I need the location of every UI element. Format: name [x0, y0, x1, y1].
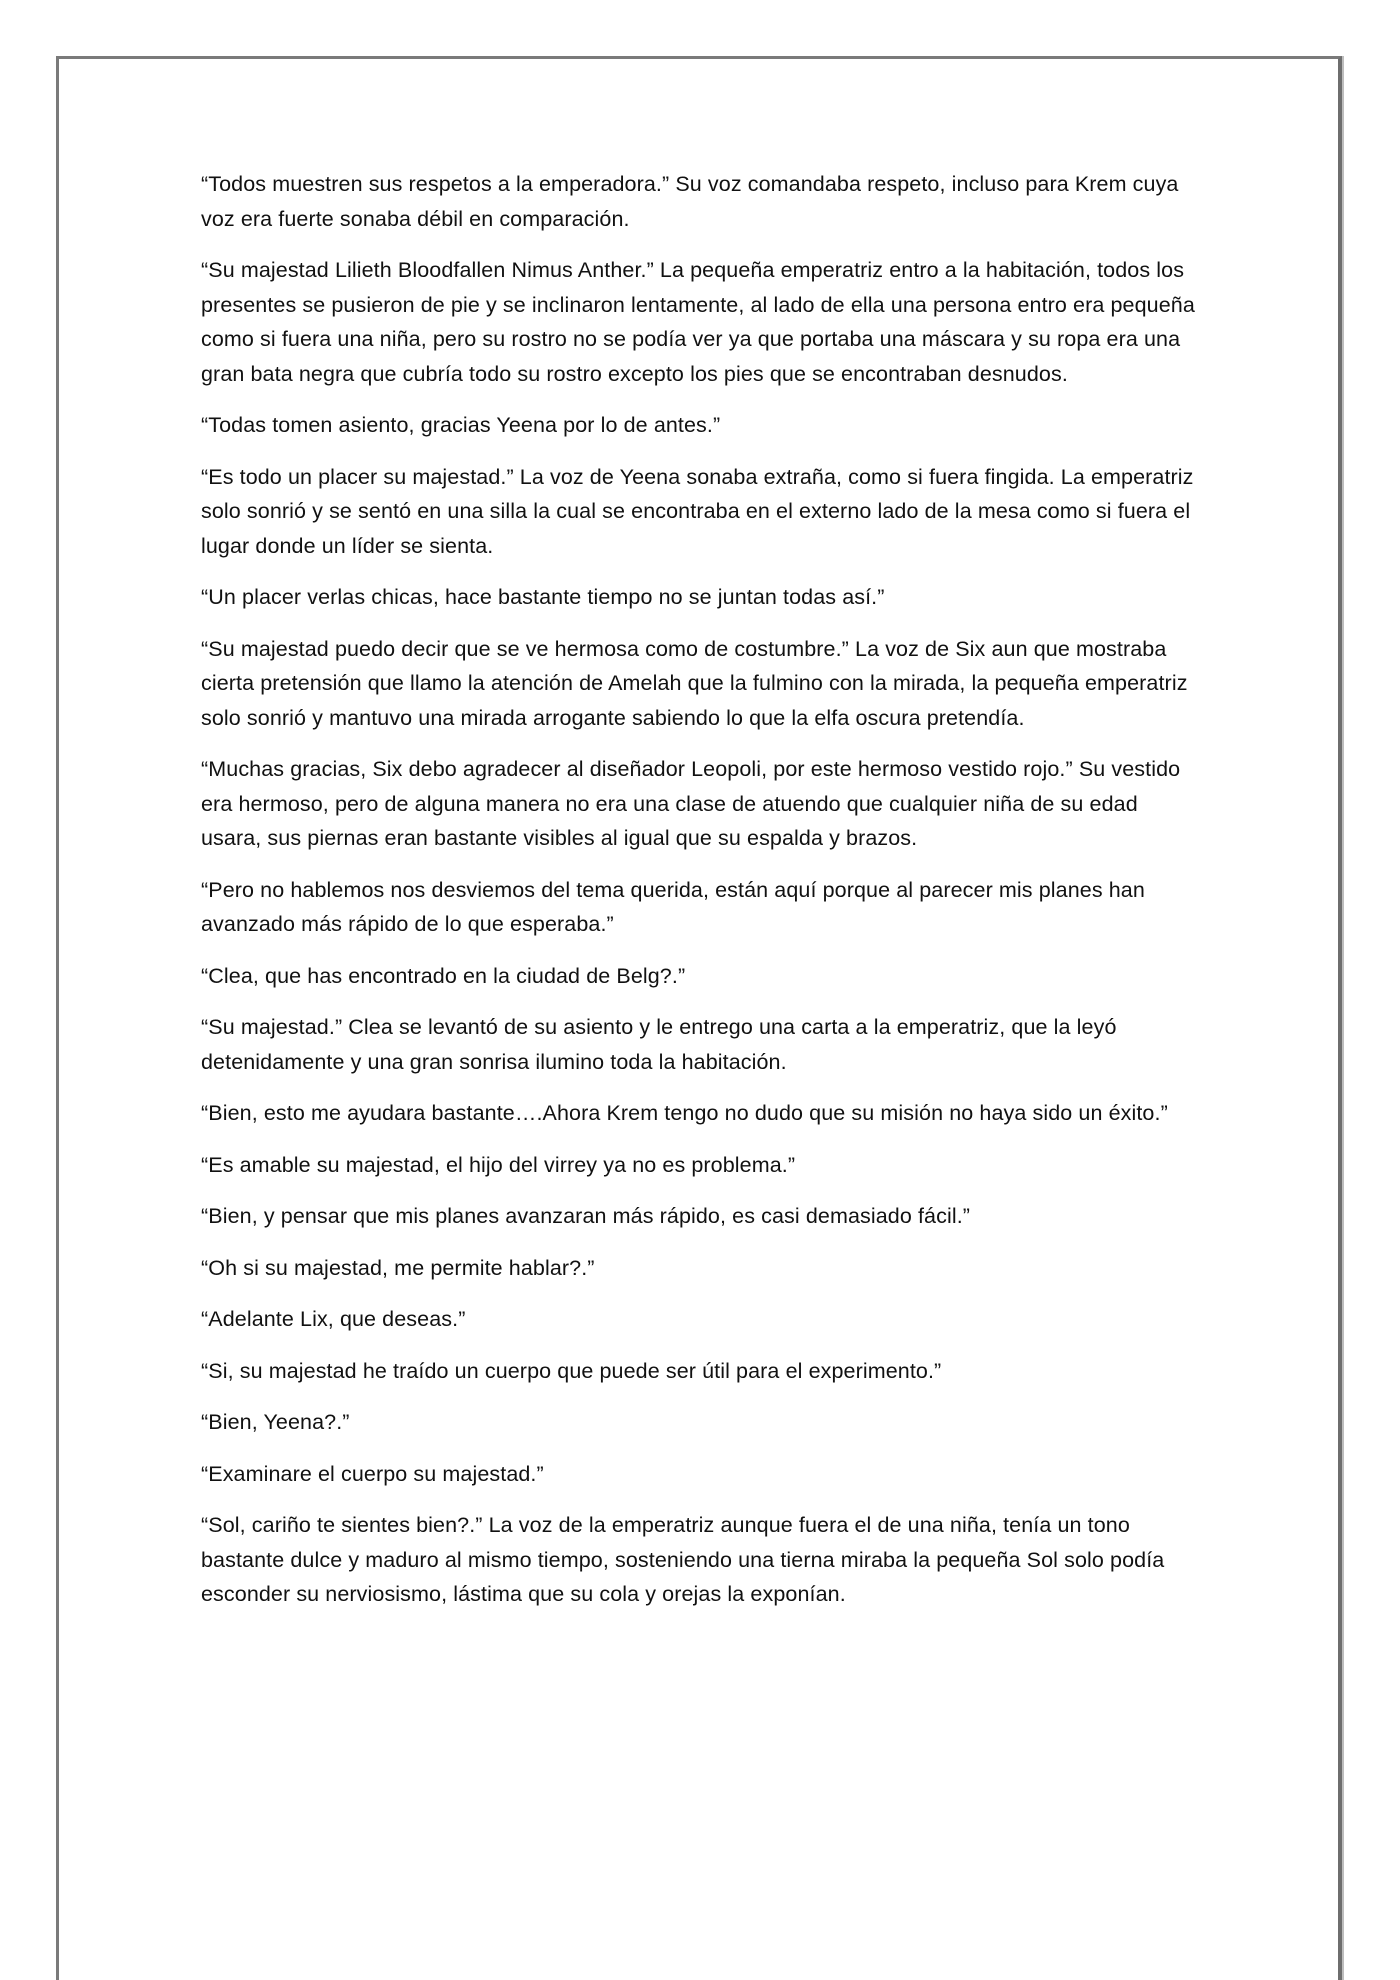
paragraph: “Todos muestren sus respetos a la emperadora.” Su voz comandaba respeto, incluso para Krem cuya voz era fuerte sonaba débil en comparación. — [201, 172, 1179, 231]
paragraph: “Bien, Yeena?.” — [201, 1410, 350, 1434]
paragraph: “Su majestad Lilieth Bloodfallen Nimus Anther.” La pequeña emperatriz entro a la habitación, todos los presentes se pusieron de pie y se inclinaron lentamente, al lado de ella una persona entro era pequeña como si fuera una niña, pero su rostro no se podía ver ya que portaba una máscara y su ropa era una gran bata negra que cubría todo su rostro excepto los pies que se encontraban desnudos. — [201, 258, 1195, 386]
paragraph: “Un placer verlas chicas, hace bastante tiempo no se juntan todas así.” — [201, 585, 885, 609]
paragraph: “Bien, esto me ayudara bastante….Ahora Krem tengo no dudo que su misión no haya sido un éxito.” — [201, 1101, 1168, 1125]
paragraph: “Es amable su majestad, el hijo del virrey ya no es problema.” — [201, 1152, 796, 1177]
paragraph: “Si, su majestad he traído un cuerpo que puede ser útil para el experimento.” — [201, 1358, 942, 1383]
paragraph: “Es todo un placer su majestad.” La voz de Yeena sonaba extraña, como si fuera fingida. La emperatriz solo sonrió y se sentó en una silla la cual se encontraba en el externo lado de la mesa como si fuera el lugar donde un líder se sienta. — [201, 464, 1194, 558]
paragraph: “Examinare el cuerpo su majestad.” — [201, 1461, 544, 1486]
paragraph: “Pero no hablemos nos desviemos del tema querida, están aquí porque al parecer mis planes han avanzado más rápido de lo que esperaba.” — [201, 877, 1145, 936]
document-body — [201, 167, 1201, 1629]
paragraph: “Bien, y pensar que mis planes avanzaran más rápido, es casi demasiado fácil.” — [201, 1204, 971, 1228]
paragraph: “Sol, cariño te sientes bien?.” La voz de la emperatriz aunque fuera el de una niña, tenía un tono bastante dulce y maduro al mismo tiempo, sosteniendo una tierna miraba la pequeña Sol solo podía esconder su nerviosismo, lástima que su cola y orejas la exponían. — [201, 1513, 1165, 1606]
paragraph: “Clea, que has encontrado en la ciudad de Belg?.” — [201, 963, 686, 988]
paragraph: “Todas tomen asiento, gracias Yeena por lo de antes.” — [201, 413, 721, 437]
paragraph: “Adelante Lix, que deseas.” — [201, 1307, 466, 1331]
paragraph: “Su majestad puedo decir que se ve hermosa como de costumbre.” La voz de Six aun que mostraba cierta pretensión que llamo la atención de Amelah que la fulmino con la mirada, la pequeña emperatriz solo sonrió y mantuvo una mirada arrogante sabiendo lo que la elfa oscura pretendía. — [201, 636, 1188, 730]
paragraph: “Oh si su majestad, me permite hablar?.” — [201, 1255, 595, 1280]
paragraph: “Muchas gracias, Six debo agradecer al diseñador Leopoli, por este hermoso vestido rojo.” Su vestido era hermoso, pero de alguna manera no era una clase de atuendo que cualquier niña de su edad usara, sus piernas eran bastante visibles al igual que su espalda y brazos. — [201, 757, 1181, 850]
paragraph: “Su majestad.” Clea se levantó de su asiento y le entrego una carta a la emperatriz, que la leyó detenidamente y una gran sonrisa ilumino toda la habitación. — [201, 1015, 1117, 1074]
